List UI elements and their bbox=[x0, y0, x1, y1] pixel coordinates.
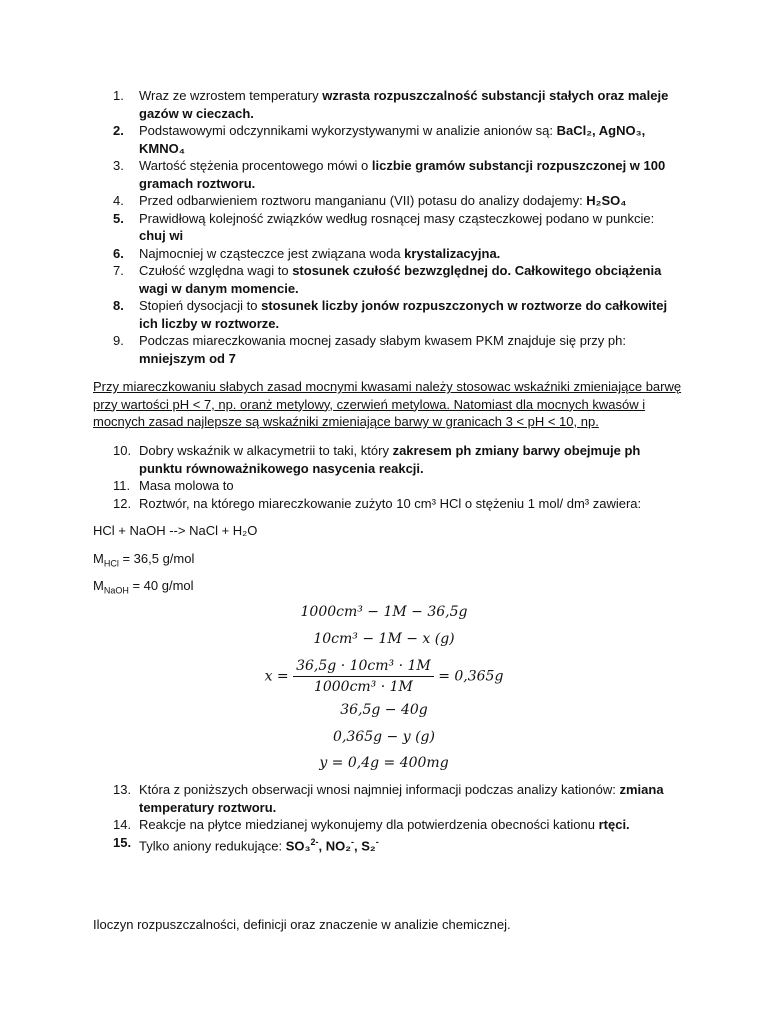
anion-nitrite: NO₂ bbox=[325, 838, 352, 854]
molar-mass-naoh bbox=[93, 577, 683, 600]
molar-symbol: M bbox=[93, 578, 104, 593]
molar-subscript: NaOH bbox=[103, 585, 129, 596]
list-item bbox=[0, 442, 768, 477]
item-number: 13. bbox=[113, 782, 132, 797]
item-number: 1. bbox=[113, 88, 124, 103]
item-number: 15. bbox=[113, 835, 132, 850]
list-item bbox=[0, 834, 768, 855]
math-rhs: = 0,365g bbox=[438, 668, 504, 685]
list-item bbox=[0, 781, 768, 816]
item-answer: mniejszym od 7 bbox=[139, 350, 236, 366]
item-text: Reakcje na płytce miedzianej wykonujemy dla potwierdzenia obecności kationu bbox=[139, 817, 599, 832]
item-text: Przed odbarwieniem roztworu manganianu (VII) potasu do analizy dodajemy: bbox=[139, 193, 587, 208]
item-answer: H₂SO₄ bbox=[586, 193, 627, 208]
molar-mass-hcl bbox=[93, 550, 683, 573]
question-list-3 bbox=[0, 781, 768, 834]
item-number: 11. bbox=[113, 478, 131, 493]
item-answer: zakresem ph zmiany barwy obejmuje ph punktu równoważnikowego nasycenia reakcji. bbox=[139, 443, 641, 476]
item-text: Stopień dysocjacji to bbox=[139, 298, 262, 313]
math-fraction bbox=[293, 658, 434, 695]
list-item bbox=[0, 262, 768, 297]
item-answer: BaCl₂, AgNO₃, KMNO₄ bbox=[139, 123, 646, 156]
reaction-equation: HCl + NaOH --> NaCl + H₂O bbox=[93, 523, 258, 538]
math-line-6: y = 0,4g = 400mg bbox=[319, 755, 449, 771]
item-answer: wzrasta rozpuszczalność substancji stałych oraz maleje gazów w cieczach. bbox=[139, 88, 669, 121]
item-number: 7. bbox=[113, 263, 124, 278]
list-item bbox=[0, 157, 768, 192]
math-lhs: x = bbox=[264, 668, 289, 685]
molar-value: = 36,5 g/mol bbox=[118, 551, 195, 566]
item-text: Wartość stężenia procentowego mówi o bbox=[139, 158, 372, 173]
item-text: Najmocniej w cząsteczce jest związana woda bbox=[139, 245, 405, 261]
anion-charge: - bbox=[375, 837, 379, 847]
item-number: 5. bbox=[113, 210, 124, 226]
molar-subscript: HCl bbox=[103, 558, 119, 569]
item-number: 14. bbox=[113, 817, 132, 832]
item-text: Masa molowa to bbox=[139, 478, 234, 493]
item-text: Która z poniższych obserwacji wnosi najmniej informacji podczas analizy kationów: bbox=[139, 782, 620, 797]
anion-charge: 2- bbox=[310, 837, 319, 847]
item-answer: liczbie gramów substancji rozpuszczonej w 100 gramach roztworu. bbox=[139, 158, 666, 191]
molar-symbol: M bbox=[93, 551, 104, 566]
essay-topic: Iloczyn rozpuszczalności, definicji oraz znaczenie w analizie chemicznej. bbox=[93, 917, 511, 932]
item-answer: krystalizacyjna. bbox=[404, 245, 501, 261]
anion-sulfite: SO₃ bbox=[285, 838, 311, 854]
item-text: Wraz ze wzrostem temperatury bbox=[139, 88, 323, 103]
indicator-note: Przy miareczkowaniu słabych zasad mocnymi kwasami należy stosowac wskaźniki zmieniające barwę przy wartości pH < 7, np. oranż metylowy, czerwień metylowa. Natomiast dla mocnych kwasów i mocnych zasad najlepsze są wskaźniki zmieniające barwy w granicach 3 < pH < 10, np. bbox=[93, 379, 682, 429]
item-text: Roztwór, na którego miareczkowanie zużyto 10 cm³ HCl o stężeniu 1 mol/ dm³ zawiera: bbox=[139, 495, 642, 511]
fraction-numerator: 36,5g · 10cm³ · 1M bbox=[293, 658, 434, 677]
list-item bbox=[0, 122, 768, 157]
list-item bbox=[0, 297, 768, 332]
item-number: 6. bbox=[113, 245, 124, 261]
item-text: Tylko aniony redukujące: bbox=[139, 838, 286, 854]
math-line-5: 0,365g − y (g) bbox=[333, 729, 435, 745]
question-list-4 bbox=[0, 834, 768, 855]
fraction-denominator: 1000cm³ · 1M bbox=[313, 679, 413, 695]
anion-sulfide: S₂ bbox=[361, 838, 376, 854]
list-item bbox=[0, 495, 768, 513]
item-number: 9. bbox=[113, 333, 124, 348]
item-number: 2. bbox=[113, 123, 124, 138]
separator: , bbox=[354, 838, 362, 854]
separator: , bbox=[318, 838, 326, 854]
molar-value: = 40 g/mol bbox=[128, 578, 194, 593]
item-text: Podczas miareczkowania mocnej zasady słabym kwasem PKM znajduje się przy ph: bbox=[139, 333, 626, 348]
item-text: Prawidłową kolejność związków według rosnącej masy cząsteczkowej podano w punkcie: bbox=[139, 210, 655, 226]
math-line-4: 36,5g − 40g bbox=[340, 702, 428, 718]
item-text: Czułość względna wagi to bbox=[139, 263, 293, 278]
item-number: 12. bbox=[113, 495, 132, 511]
item-answer: zmiana temperatury roztworu. bbox=[139, 782, 664, 815]
item-answer: chuj wi bbox=[139, 228, 184, 243]
math-line-2: 10cm³ − 1M − x (g) bbox=[313, 631, 455, 647]
list-item bbox=[0, 477, 768, 495]
math-line-1: 1000cm³ − 1M − 36,5g bbox=[300, 604, 468, 620]
question-list-1 bbox=[0, 87, 768, 367]
math-line-3 bbox=[0, 658, 768, 695]
list-item bbox=[0, 210, 768, 245]
item-answer: stosunek liczby jonów rozpuszczonych w roztworze do całkowitej ich liczby w roztworze. bbox=[139, 298, 668, 331]
item-number: 8. bbox=[113, 298, 124, 313]
item-answer: stosunek czułość bezwzględnej do. Całkowitego obciążenia wagi w danym momencie. bbox=[139, 263, 662, 296]
item-answer: rtęci. bbox=[598, 817, 630, 832]
anion-charge: - bbox=[351, 837, 355, 847]
list-item bbox=[0, 332, 768, 367]
item-number: 10. bbox=[113, 443, 132, 458]
item-number: 3. bbox=[113, 158, 124, 173]
item-text: Dobry wskaźnik w alkacymetrii to taki, który bbox=[139, 443, 393, 458]
list-item bbox=[0, 816, 768, 834]
list-item bbox=[0, 245, 768, 263]
question-list-2 bbox=[0, 442, 768, 512]
item-text: Podstawowymi odczynnikami wykorzystywanymi w analizie anionów są: bbox=[139, 123, 557, 138]
list-item bbox=[0, 192, 768, 210]
item-number: 4. bbox=[113, 193, 124, 208]
list-item bbox=[0, 87, 768, 122]
